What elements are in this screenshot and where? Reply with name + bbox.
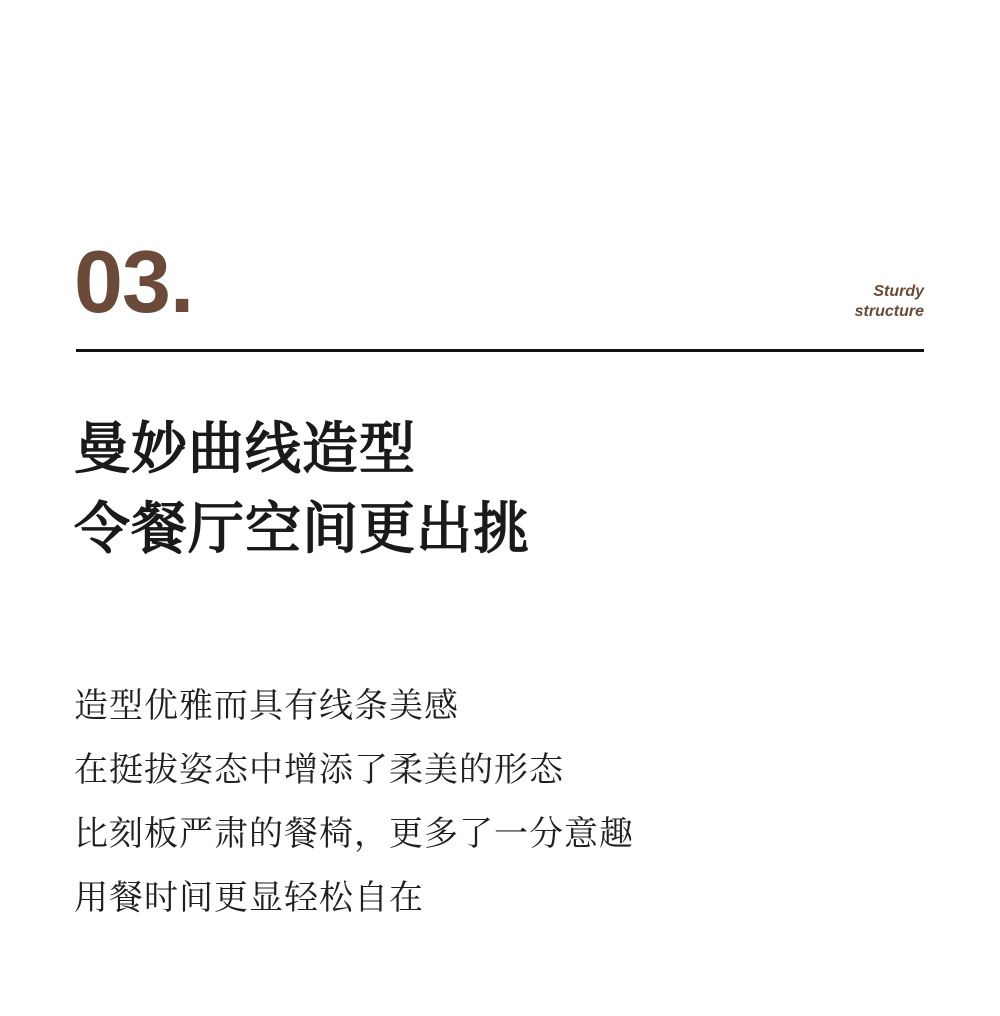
body-text	[74, 674, 634, 930]
headline-line: 曼妙曲线造型	[74, 417, 416, 482]
section-number: 03.	[74, 232, 194, 331]
body-line: 造型优雅而具有线条美感	[74, 686, 459, 726]
body-line: 用餐时间更显轻松自在	[74, 878, 424, 918]
section-tag-line: Sturdy	[873, 283, 924, 300]
body-line: 比刻板严肃的餐椅，更多了一分意趣	[74, 814, 634, 854]
body-line: 在挺拔姿态中增添了柔美的形态	[74, 750, 564, 790]
divider	[76, 349, 924, 352]
headline	[74, 410, 530, 570]
headline-line: 令餐厅空间更出挑	[74, 497, 530, 562]
section-tag-line: structure	[854, 303, 924, 320]
section-tag	[855, 282, 924, 322]
